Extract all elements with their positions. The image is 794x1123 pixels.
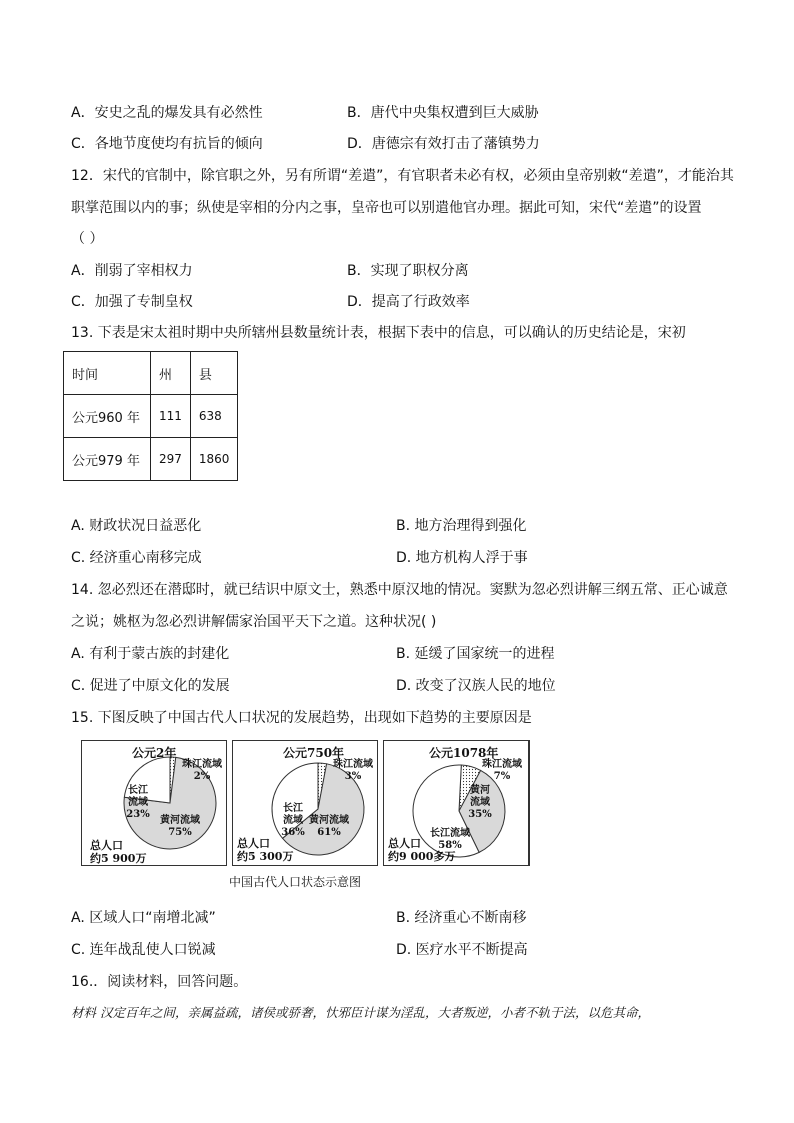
changjiang-label: 长江流域 36% [281, 803, 305, 838]
q14-stem-line2: 之说；姚枢为忽必烈讲解儒家治国平天下之道。这种状况( ) [71, 614, 437, 630]
q13-stats-table [63, 351, 238, 481]
table-row [64, 395, 238, 438]
huanghe-label: 黄河流域 61% [309, 815, 349, 838]
q15-option-a: A. 区域人口“南增北减” [71, 910, 216, 926]
zhujiang-label: 珠江流域 7% [482, 759, 522, 782]
total-population-label: 总人口约5 300万 [237, 837, 294, 863]
q12-option-c: C．加强了专制皇权 [71, 294, 193, 310]
q11-option-c: C．各地节度使均有抗旨的倾向 [71, 136, 263, 152]
q11-option-b: B．唐代中央集权遭到巨大威胁 [347, 105, 539, 121]
table-cell: 公元960 年 [64, 395, 151, 438]
total-population-label: 总人口约9 000多万 [388, 837, 456, 863]
q11-option-d: D．唐德宗有效打击了藩镇势力 [347, 136, 540, 152]
q12-option-d: D．提高了行政效率 [347, 294, 470, 310]
total-population-label: 总人口约5 900万 [90, 839, 147, 865]
pie-title: 公元750年 [283, 746, 345, 760]
pie-title: 公元2年 [132, 746, 177, 760]
q14-option-c: C. 促进了中原文化的发展 [71, 678, 230, 694]
q13-option-b: B. 地方治理得到强化 [396, 518, 527, 534]
q14-option-d: D. 改变了汉族人民的地位 [396, 678, 556, 694]
q15-option-c: C. 连年战乱使人口锐减 [71, 942, 216, 958]
q12-stem-line1: 12．宋代的官制中，除官职之外，另有所谓“差遣”，有官职者未必有权，必须由皇帝别敕“差遣”，才能治其 [71, 168, 734, 184]
zhujiang-label: 珠江流域 3% [333, 759, 373, 782]
table-cell: 公元979 年 [64, 438, 151, 481]
huanghe-label: 黄河流域 35% [468, 785, 492, 820]
pie-title: 公元1078年 [429, 746, 499, 760]
q14-option-b: B. 延缓了国家统一的进程 [396, 646, 555, 662]
q16-material: 材料 汉定百年之间，亲属益疏，诸侯或骄奢，忕邪臣计谋为淫乱，大者叛逆，小者不轨于法，以危其命， [71, 1005, 650, 1020]
q13-option-d: D. 地方机构人浮于事 [396, 550, 528, 566]
table-cell: 111 [151, 395, 191, 438]
table-cell: 297 [151, 438, 191, 481]
table-row [64, 438, 238, 481]
table-header-cell: 时间 [64, 352, 151, 395]
pie-chart-750ad [233, 741, 377, 865]
q14-option-a: A. 有利于蒙古族的封建化 [71, 646, 230, 662]
q15-option-b: B. 经济重心不断南移 [396, 910, 527, 926]
changjiang-label: 长江流域 58% [430, 828, 470, 851]
pie-chart-1078ad [384, 741, 528, 865]
pie-panel-1078ad [383, 740, 530, 866]
q15-stem: 15. 下图反映了中国古代人口状况的发展趋势，出现如下趋势的主要原因是 [71, 710, 532, 726]
population-figure [79, 740, 539, 890]
zhujiang-label: 珠江流域 2% [182, 759, 222, 782]
pie-panel-750ad [232, 740, 378, 866]
table-cell: 638 [190, 395, 238, 438]
q15-option-d: D. 医疗水平不断提高 [396, 942, 528, 958]
q12-option-b: B．实现了职权分离 [347, 263, 469, 279]
figure-caption: 中国古代人口状态示意图 [229, 875, 362, 889]
q13-option-c: C. 经济重心南移完成 [71, 550, 202, 566]
q13-option-a: A. 财政状况日益恶化 [71, 518, 202, 534]
pie-chart-2ad [82, 741, 226, 865]
q14-stem-line1: 14. 忽必烈还在潜邸时，就已结识中原文士，熟悉中原汉地的情况。窦默为忽必烈讲解三纲五常、正心诚意 [71, 582, 728, 598]
q13-stem: 13. 下表是宋太祖时期中央所辖州县数量统计表，根据下表中的信息，可以确认的历史结论是，宋初 [71, 325, 686, 341]
table-cell: 1860 [190, 438, 238, 481]
q12-stem-line2: 职掌范围以内的事；纵使是宰相的分内之事，皇帝也可以别遣他官办理。据此可知，宋代“差遣”的设置 [71, 200, 702, 216]
q12-answer-bracket: （ ） [71, 231, 104, 247]
pie-panel-2ad [81, 740, 227, 866]
q11-option-a: A．安史之乱的爆发具有必然性 [71, 105, 263, 121]
changjiang-label: 长江流域 23% [126, 785, 150, 820]
q16-stem: 16.．阅读材料，回答问题。 [71, 974, 248, 990]
huanghe-label: 黄河流域 75% [160, 815, 200, 838]
q12-option-a: A．削弱了宰相权力 [71, 263, 193, 279]
table-header-cell: 县 [190, 352, 238, 395]
table-header-cell: 州 [151, 352, 191, 395]
table-header-row [64, 352, 238, 395]
